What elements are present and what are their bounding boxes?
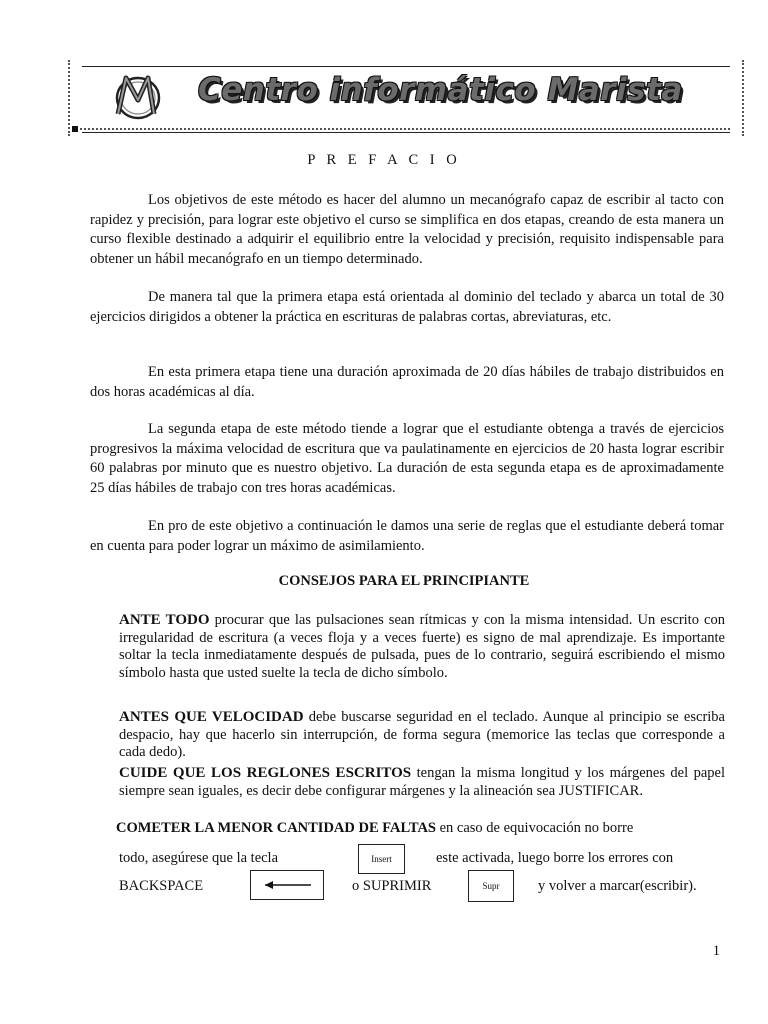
backspace-key [250,870,324,900]
paragraph-4: La segunda etapa de este método tiende a lograr que el estudiante obtenga a través de ejercicios progresivos la máxima velocidad de escritura que va paulatinamente en ejercicios de 20 hasta lograr escribir 60 palabras por minuto que es nuestro objetivo. La duración de esta segunda etapa es de aproximadamente 25 días hábiles de trabajo con tres horas académicas. [90,421,724,496]
header-top-rule [82,66,730,67]
tip-antes-que-velocidad [119,709,725,762]
tip-text: tengan la misma longitud y los márgenes del papel siempre sean iguales, es decir debe configurar márgenes y la alineación sea JUSTIFICAR. [119,765,725,799]
paragraph-1: Los objetivos de este método es hacer del alumno un mecanógrafo capaz de escribir al tacto con rapidez y precisión, para lograr este objetivo el curso se simplifica en dos etapas, creando de esta manera un curso flexible destinado a adquirir el equilibrio entre la velocidad y precisión, requisito indispensable para obtener un hábil mecanógrafo en un tiempo determinado. [90,192,724,267]
header-left-ornament [68,60,84,136]
tip-text: en caso de equivocación no borre [435,820,634,836]
tip-cuide-reglones [119,765,725,800]
header-title: Centro informático Marista [198,72,683,108]
tip-text: procurar que las pulsaciones sean rítmicas y con la misma intensidad. Un escrito con irregularidad de escritura (a veces floja y a veces fuerte) es signo de mal aprendizaje. Es importante soltar la tecla inmediatamente después de pulsada, pues de lo contrario, seguirá escribiendo el mismo símbolo hasta que usted suelte la tecla de dicho símbolo. [119,612,725,681]
page-title: P R E F A C I O [307,152,461,168]
tip-cometer-faltas [116,820,722,837]
page-header [68,56,744,138]
header-dotted-rule [76,128,730,130]
header-bottom-rule [82,132,730,133]
tip-line-backspace-b: o SUPRIMIR [352,878,432,894]
supr-key: Supr [468,870,514,902]
left-arrow-icon [251,871,323,899]
tip-lead: CUIDE QUE LOS REGLONES ESCRITOS [119,765,412,781]
tip-lead: ANTE TODO [119,612,210,628]
paragraph-2: De manera tal que la primera etapa está orientada al dominio del teclado y abarca un total de 30 ejercicios dirigidos a obtener la práctica en escrituras de palabras cortas, abreviaturas, etc. [90,289,724,325]
tip-line-backspace-a: BACKSPACE [119,878,204,894]
tip-line-insert-a: todo, asegúrese que la tecla [119,850,279,866]
header-square-bullet [72,126,78,132]
header-right-ornament [728,60,744,136]
section-title: CONSEJOS PARA EL PRINCIPIANTE [278,573,530,589]
page-number: 1 [712,943,720,959]
paragraph-3: En esta primera etapa tiene una duración aproximada de 20 días hábiles de trabajo distribuidos en dos horas académicas al día. [90,364,724,400]
paragraph-5: En pro de este objetivo a continuación le damos una serie de reglas que el estudiante deberá tomar en cuenta para poder lograr un máximo de asimilamiento. [90,518,724,554]
tip-text: debe buscarse seguridad en el teclado. Aunque al principio se escriba despacio, hay que hacerlo sin interrupción, de forma segura (memorice las teclas que corresponde a cada dedo). [119,709,725,760]
tip-lead: COMETER LA MENOR CANTIDAD DE FALTAS [116,820,436,836]
tip-lead: ANTES QUE VELOCIDAD [119,709,304,725]
marist-monogram-icon [108,70,164,124]
insert-key: Insert [358,844,405,874]
tip-line-insert-b: este activada, luego borre los errores con [436,850,674,866]
tip-line-backspace-c: y volver a marcar(escribir). [538,878,697,894]
tip-ante-todo [119,612,725,682]
